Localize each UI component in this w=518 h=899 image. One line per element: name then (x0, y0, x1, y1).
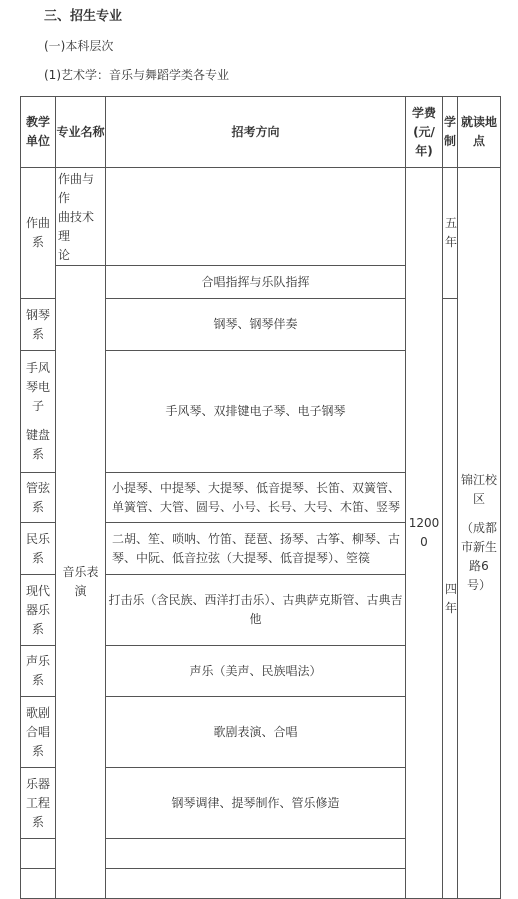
direction-cell: 打击乐（含民族、西洋打击乐）、古典萨克斯管、古典吉他 (106, 575, 406, 646)
unit-cell: 声乐 系 (21, 646, 56, 697)
shared-major-cell: 音乐表演 (56, 266, 106, 899)
majors-table (20, 96, 501, 899)
direction-cell: 歌剧表演、合唱 (106, 697, 406, 768)
direction-cell: 手风琴、双排键电子琴、电子钢琴 (106, 351, 406, 473)
direction-cell: 小提琴、中提琴、大提琴、低音提琴、长笛、双簧管、单簧管、大管、圆号、小号、长号、大号、木笛、竖琴 (106, 473, 406, 523)
section-heading: 三、招生专业 (44, 9, 123, 24)
direction-cell: 合唱指挥与乐队指挥 (106, 266, 406, 299)
unit-cell: 作曲 系 (21, 168, 56, 299)
header-location: 就读地 点 (458, 97, 501, 168)
direction-cell (106, 869, 406, 899)
direction-cell (106, 168, 406, 266)
level-heading: (一)本科层次 (44, 39, 114, 53)
direction-cell: 声乐（美声、民族唱法） (106, 646, 406, 697)
unit-cell (21, 839, 56, 869)
unit-cell: 歌剧 合唱 系 (21, 697, 56, 768)
header-duration: 学 制 (443, 97, 458, 168)
direction-cell: 二胡、笙、唢呐、竹笛、琵琶、扬琴、古筝、柳琴、古琴、中阮、低音拉弦（大提琴、低音提琴）、箜篌 (106, 523, 406, 575)
header-fee: 学费 (元/ 年) (406, 97, 443, 168)
header-unit: 教学 单位 (21, 97, 56, 168)
location-cell: 锦江校 区 （成都 市新生 路6 号） (458, 168, 501, 899)
table-header-row (21, 97, 501, 168)
major-cell: 作曲与作 曲技术理 论 (56, 168, 106, 266)
unit-cell: 乐器 工程 系 (21, 768, 56, 839)
header-direction: 招考方向 (106, 97, 406, 168)
direction-cell: 钢琴调律、提琴制作、管乐修造 (106, 768, 406, 839)
unit-cell: 手风 琴电 子 键盘 系 (21, 351, 56, 473)
unit-cell: 管弦 系 (21, 473, 56, 523)
unit-cell: 钢琴 系 (21, 299, 56, 351)
duration-four-cell: 四 年 (443, 299, 458, 899)
fee-cell: 12000 (406, 168, 443, 899)
header-major: 专业名称 (56, 97, 106, 168)
unit-cell: 现代 器乐 系 (21, 575, 56, 646)
duration-five-cell: 五 年 (443, 168, 458, 299)
unit-cell (21, 869, 56, 899)
unit-cell: 民乐 系 (21, 523, 56, 575)
table-row (21, 168, 501, 266)
direction-cell: 钢琴、钢琴伴奏 (106, 299, 406, 351)
category-heading: (1)艺术学：音乐与舞蹈学类各专业 (44, 68, 229, 82)
direction-cell (106, 839, 406, 869)
